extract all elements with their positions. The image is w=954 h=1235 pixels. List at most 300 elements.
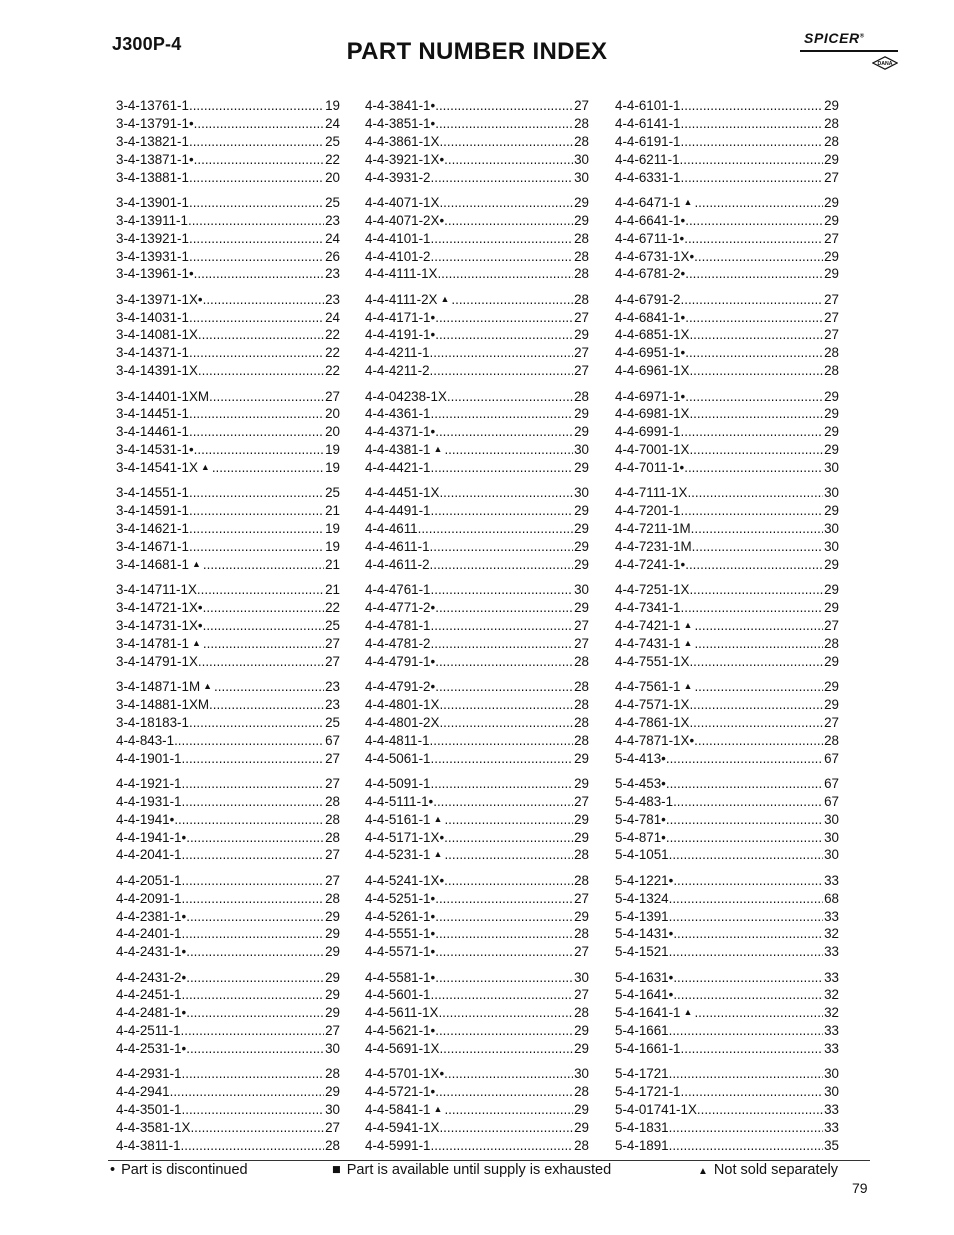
dot-leader: [194, 151, 324, 169]
dot-leader: [694, 635, 823, 653]
dot-leader: [189, 97, 324, 115]
part-number: 4-4-4211-2: [365, 363, 430, 379]
dot-leader: [189, 520, 324, 538]
part-number: 4-4-5601-1: [365, 987, 431, 1003]
part-number: 4-4-3851-1: [365, 115, 431, 131]
dot-leader: [681, 169, 824, 187]
page-reference: 28: [574, 1005, 589, 1021]
page-reference: 28: [824, 363, 839, 379]
index-entry: [116, 388, 340, 406]
page-reference: 23: [325, 291, 340, 307]
page-reference: 27: [574, 618, 589, 633]
page-reference: 29: [574, 521, 589, 537]
index-entry: [116, 459, 340, 477]
index-entry: [365, 484, 589, 502]
dot-leader: [189, 484, 324, 502]
page-reference: 27: [824, 327, 839, 343]
dot-leader: [689, 326, 823, 344]
page-reference: 27: [824, 291, 839, 307]
dot-leader: [684, 230, 823, 248]
page-reference: 28: [325, 890, 340, 906]
index-entry: [615, 829, 839, 847]
index-entry: [365, 1083, 589, 1101]
discontinued-bullet-icon: •: [197, 291, 203, 307]
index-entry: [365, 775, 589, 793]
dot-leader: [203, 556, 324, 574]
page-reference: 27: [574, 890, 589, 906]
index-entry: [615, 151, 839, 169]
discontinued-bullet-icon: •: [430, 679, 436, 695]
dot-leader: [431, 502, 574, 520]
page-reference: 29: [824, 266, 839, 282]
part-number: 4-4-4191-1: [365, 327, 431, 343]
index-group: [116, 969, 340, 1058]
dot-leader: [669, 1065, 823, 1083]
part-number: 4-4-6781-2: [615, 266, 681, 282]
index-entry: [365, 194, 589, 212]
page-reference: 28: [574, 388, 589, 404]
dot-leader: [189, 133, 324, 151]
dot-leader: [431, 635, 574, 653]
dot-leader: [694, 732, 823, 750]
index-entry: [116, 344, 340, 362]
index-entry: [365, 248, 589, 266]
discontinued-bullet-icon: •: [430, 98, 436, 113]
index-group: [615, 388, 839, 477]
not-sold-separately-icon: ▲: [433, 813, 443, 824]
dot-leader: [666, 811, 823, 829]
index-entry: [116, 362, 340, 380]
page-reference: 22: [325, 345, 340, 361]
part-number: 3-4-13961-1: [116, 266, 189, 282]
bullet-icon: •: [110, 1162, 116, 1178]
index-entry: [365, 362, 589, 380]
page-reference: 29: [574, 750, 589, 766]
index-entry: [116, 556, 340, 574]
index-entry: [615, 599, 839, 617]
part-number: 4-4-5571-1: [365, 944, 431, 960]
index-entry: [116, 890, 340, 908]
dana-badge-icon: [872, 56, 898, 70]
index-entry: [615, 556, 839, 574]
dot-leader: [681, 502, 824, 520]
part-number: 4-4-4381-1: [365, 442, 431, 458]
legend-not-sold-separately: [698, 1162, 838, 1178]
part-number: 5-4-01741-1X: [615, 1102, 697, 1118]
part-number: 4-4-7251-1X: [615, 582, 690, 598]
index-entry: [615, 1137, 839, 1155]
index-entry: [365, 423, 589, 441]
index-group: [365, 775, 589, 864]
index-entry: [116, 1083, 340, 1101]
page-reference: 27: [824, 169, 839, 185]
part-number: 4-4-4361-1: [365, 406, 431, 422]
discontinued-bullet-icon: •: [439, 151, 445, 167]
page-reference: 28: [325, 1138, 340, 1153]
part-number: 4-4-2091-1: [116, 890, 182, 906]
part-number: 5-4-1391: [615, 908, 669, 924]
index-entry: [365, 925, 589, 943]
dot-leader: [691, 520, 823, 538]
discontinued-bullet-icon: •: [430, 926, 436, 942]
part-number: 4-4-4171-1: [365, 309, 431, 325]
page-reference: 22: [325, 600, 340, 616]
dot-leader: [189, 230, 324, 248]
part-number: 4-4-7871-1X: [615, 732, 690, 748]
part-number: 4-4-6471-1: [615, 194, 681, 210]
dot-leader: [669, 908, 823, 926]
part-number: 4-4-6791-2: [615, 291, 681, 307]
page-reference: 19: [325, 98, 340, 113]
dot-leader: [174, 811, 324, 829]
index-group: [116, 872, 340, 961]
index-entry: [365, 969, 589, 987]
part-number: 3-4-14711-1X: [116, 582, 197, 598]
index-entry: [615, 362, 839, 380]
page-reference: 30: [824, 485, 839, 501]
index-group: [116, 194, 340, 283]
dot-leader: [189, 309, 324, 327]
page-reference: 28: [574, 115, 589, 131]
dot-leader: [435, 1022, 573, 1040]
part-number: 3-4-14881-1XM: [116, 696, 210, 712]
part-number: 4-4-3501-1: [116, 1102, 182, 1118]
dot-leader: [189, 344, 324, 362]
discontinued-bullet-icon: •: [181, 969, 187, 985]
dot-leader: [189, 502, 324, 520]
page-reference: 28: [574, 291, 589, 307]
dot-leader: [431, 405, 574, 423]
index-group: [116, 388, 340, 477]
part-number: 4-4-1921-1: [116, 775, 182, 791]
index-group: [615, 969, 839, 1058]
index-entry: [615, 1119, 839, 1137]
index-entry: [116, 484, 340, 502]
part-number: 5-4-1721: [615, 1066, 669, 1082]
dot-leader: [181, 1137, 325, 1155]
index-entry: [116, 1137, 340, 1155]
discontinued-bullet-icon: •: [661, 829, 666, 845]
dot-leader: [669, 1119, 823, 1137]
dot-leader: [694, 1004, 823, 1022]
dot-leader: [666, 750, 823, 768]
index-entry: [365, 678, 589, 696]
page-reference: 29: [824, 388, 839, 404]
dot-leader: [669, 890, 823, 908]
index-group: [116, 775, 340, 864]
page-reference: 32: [824, 1005, 839, 1021]
page-reference: 33: [824, 969, 839, 985]
discontinued-bullet-icon: •: [679, 460, 685, 476]
part-number: 4-4-4371-1: [365, 424, 431, 440]
part-number: 5-4-871: [615, 829, 662, 845]
index-entry: [365, 653, 589, 671]
dot-leader: [439, 133, 573, 151]
index-entry: [615, 775, 839, 793]
page-reference: 33: [824, 1120, 839, 1136]
page-reference: 30: [824, 460, 839, 476]
part-number: 4-4-4771-2: [365, 600, 431, 616]
discontinued-bullet-icon: •: [661, 775, 666, 791]
page-reference: 23: [325, 679, 340, 695]
index-entry: [615, 133, 839, 151]
dot-leader: [431, 169, 574, 187]
part-number: 3-4-14461-1: [116, 424, 189, 440]
index-entry: [615, 890, 839, 908]
index-entry: [615, 986, 839, 1004]
index-entry: [615, 1004, 839, 1022]
index-group: [615, 678, 839, 767]
square-icon: ■: [332, 1162, 341, 1178]
part-number: 4-4-7571-1X: [615, 696, 690, 712]
index-entry: [116, 775, 340, 793]
index-entry: [615, 115, 839, 133]
index-entry: [615, 538, 839, 556]
dot-leader: [431, 230, 574, 248]
part-number: 4-4-7561-1: [615, 679, 681, 695]
dot-leader: [430, 362, 574, 380]
page-reference: 23: [325, 266, 340, 282]
index-entry: [615, 1040, 839, 1058]
index-entry: [365, 714, 589, 732]
part-number: 4-4-4761-1: [365, 582, 431, 598]
page-reference: 29: [824, 98, 839, 113]
part-number: 4-4-6101-1: [615, 98, 681, 113]
part-number: 3-4-14371-1: [116, 345, 189, 361]
index-entry: [365, 441, 589, 459]
dot-leader: [673, 793, 823, 811]
index-group: [365, 678, 589, 767]
index-entry: [116, 925, 340, 943]
part-number: 3-4-18183-1: [116, 714, 189, 730]
page-reference: 29: [325, 969, 340, 985]
index-entry: [116, 908, 340, 926]
page-reference: 27: [325, 653, 340, 669]
discontinued-bullet-icon: •: [181, 1041, 187, 1057]
index-entry: [615, 1101, 839, 1119]
index-entry: [116, 653, 340, 671]
part-number: 4-4-4071-2X: [365, 212, 440, 228]
dot-leader: [673, 925, 823, 943]
index-entry: [615, 388, 839, 406]
page-reference: 29: [325, 926, 340, 942]
index-entry: [116, 678, 340, 696]
part-number: 4-4-2531-1: [116, 1041, 182, 1057]
dot-leader: [430, 556, 574, 574]
index-entry: [615, 291, 839, 309]
index-group: [615, 291, 839, 380]
part-number: 4-4-4781-1: [365, 618, 431, 633]
part-number: 4-4-6331-1: [615, 169, 681, 185]
page-reference: 28: [574, 872, 589, 888]
part-number: 4-4-5701-1X: [365, 1066, 440, 1082]
part-number: 3-4-13911-1: [116, 212, 188, 228]
part-number: 4-4-2511-1: [116, 1023, 181, 1039]
part-number: 4-4-7241-1: [615, 556, 681, 572]
dot-leader: [435, 925, 573, 943]
index-entry: [116, 151, 340, 169]
discontinued-bullet-icon: •: [430, 309, 436, 325]
page-reference: 29: [824, 194, 839, 210]
dot-leader: [681, 291, 824, 309]
index-entry: [116, 1101, 340, 1119]
page-reference: 19: [325, 521, 340, 537]
index-entry: [365, 635, 589, 653]
index-entry: [116, 133, 340, 151]
index-entry: [365, 538, 589, 556]
part-number: 4-4-4211-1: [365, 345, 430, 361]
index-entry: [615, 678, 839, 696]
part-number: 4-4-2431-1: [116, 944, 182, 960]
page-title: PART NUMBER INDEX: [346, 38, 608, 65]
doc-code: J300P-4: [112, 34, 182, 54]
page-reference: 28: [574, 926, 589, 942]
index-entry: [365, 599, 589, 617]
dot-leader: [685, 556, 823, 574]
page-reference: 28: [574, 696, 589, 712]
dot-leader: [182, 890, 325, 908]
index-group: [365, 97, 589, 186]
page-reference: 27: [325, 775, 340, 791]
part-number: 4-4-5841-1: [365, 1102, 431, 1118]
page-reference: 30: [574, 485, 589, 501]
dot-leader: [189, 714, 324, 732]
dot-leader: [194, 115, 324, 133]
page-reference: 27: [574, 309, 589, 325]
dot-leader: [189, 405, 324, 423]
dot-leader: [439, 714, 573, 732]
page-reference: 29: [824, 503, 839, 519]
index-entry: [615, 484, 839, 502]
part-number: 4-4-5111-1: [365, 793, 429, 809]
dot-leader: [435, 599, 573, 617]
part-number: 5-4-1324: [615, 890, 669, 906]
dot-leader: [444, 829, 573, 847]
part-number: 5-4-1661-1: [615, 1041, 681, 1057]
dot-leader: [209, 696, 324, 714]
logo-wordmark: [804, 30, 865, 46]
discontinued-bullet-icon: •: [439, 1066, 445, 1082]
index-entry: [615, 750, 839, 768]
index-entry: [615, 248, 839, 266]
page-reference: 27: [824, 309, 839, 325]
page-reference: 25: [325, 618, 340, 633]
part-number: 4-4-6981-1X: [615, 406, 690, 422]
index-entry: [116, 309, 340, 327]
dot-leader: [435, 115, 573, 133]
index-entry: [116, 265, 340, 283]
part-number: 4-4-3581-1X: [116, 1120, 191, 1136]
logo-underline: [800, 50, 898, 52]
part-number: 4-4-1941-1: [116, 829, 182, 845]
discontinued-bullet-icon: •: [689, 248, 695, 264]
part-number: 5-4-1831: [615, 1120, 669, 1136]
index-entry: [615, 1065, 839, 1083]
page-reference: 30: [574, 969, 589, 985]
dot-leader: [435, 943, 573, 961]
discontinued-bullet-icon: •: [430, 1023, 436, 1039]
page-reference: 29: [325, 908, 340, 924]
index-group: [365, 1065, 589, 1154]
dot-leader: [186, 1040, 324, 1058]
part-number: 4-4-5991-1: [365, 1138, 431, 1153]
dot-leader: [430, 732, 574, 750]
not-sold-separately-icon: ▲: [683, 620, 693, 630]
index-group: [365, 291, 589, 380]
dot-leader: [203, 617, 325, 635]
dot-leader: [681, 97, 824, 115]
index-entry: [615, 169, 839, 187]
page-reference: 21: [325, 582, 340, 598]
part-number: 4-4-3931-2: [365, 169, 431, 185]
part-number: 4-4-7231-1M: [615, 539, 692, 555]
page-reference: 35: [824, 1138, 839, 1153]
index-entry: [365, 520, 589, 538]
index-entry: [116, 169, 340, 187]
discontinued-bullet-icon: •: [181, 1005, 187, 1021]
index-entry: [365, 890, 589, 908]
index-entry: [116, 635, 340, 653]
page-reference: 28: [574, 732, 589, 748]
dot-leader: [666, 775, 823, 793]
dot-leader: [694, 194, 823, 212]
page-reference: 29: [824, 556, 839, 572]
not-sold-separately-icon: ▲: [191, 637, 201, 648]
page-reference: 28: [824, 732, 839, 748]
part-number: 3-4-14681-1: [116, 556, 189, 572]
page-reference: 22: [325, 363, 340, 379]
part-number: 4-4-5691-1X: [365, 1041, 440, 1057]
page-reference: 27: [824, 230, 839, 246]
discontinued-bullet-icon: •: [689, 732, 695, 748]
index-entry: [615, 520, 839, 538]
index-entry: [615, 635, 839, 653]
dot-leader: [418, 520, 573, 538]
page-reference: 30: [824, 1084, 839, 1100]
dot-leader: [444, 872, 573, 890]
dot-leader: [431, 775, 574, 793]
discontinued-bullet-icon: •: [439, 829, 445, 845]
index-entry: [615, 441, 839, 459]
page-reference: 32: [824, 926, 839, 942]
dot-leader: [430, 344, 574, 362]
part-number: 3-4-13791-1: [116, 115, 189, 131]
discontinued-bullet-icon: •: [661, 750, 666, 766]
index-entry: [116, 696, 340, 714]
dot-leader: [684, 459, 823, 477]
page-reference: 29: [325, 987, 340, 1003]
part-number: 4-4-7211-1M: [615, 521, 691, 537]
discontinued-bullet-icon: •: [680, 212, 686, 228]
index-entry: [615, 653, 839, 671]
page-reference: 30: [824, 1066, 839, 1082]
part-number: 4-4-6141-1: [615, 115, 681, 131]
part-number: 3-4-14531-1: [116, 442, 189, 458]
part-number: 4-4-7341-1: [615, 600, 681, 616]
page-reference: 29: [574, 424, 589, 440]
dot-leader: [681, 115, 824, 133]
index-entry: [365, 326, 589, 344]
part-number: 4-4-6971-1: [615, 388, 681, 404]
page-reference: 29: [574, 908, 589, 924]
page-reference: 25: [325, 133, 340, 149]
index-entry: [365, 943, 589, 961]
dot-leader: [186, 943, 324, 961]
page-reference: 25: [325, 194, 340, 210]
dot-leader: [669, 1022, 823, 1040]
page-reference: 29: [574, 212, 589, 228]
dot-leader: [197, 581, 324, 599]
